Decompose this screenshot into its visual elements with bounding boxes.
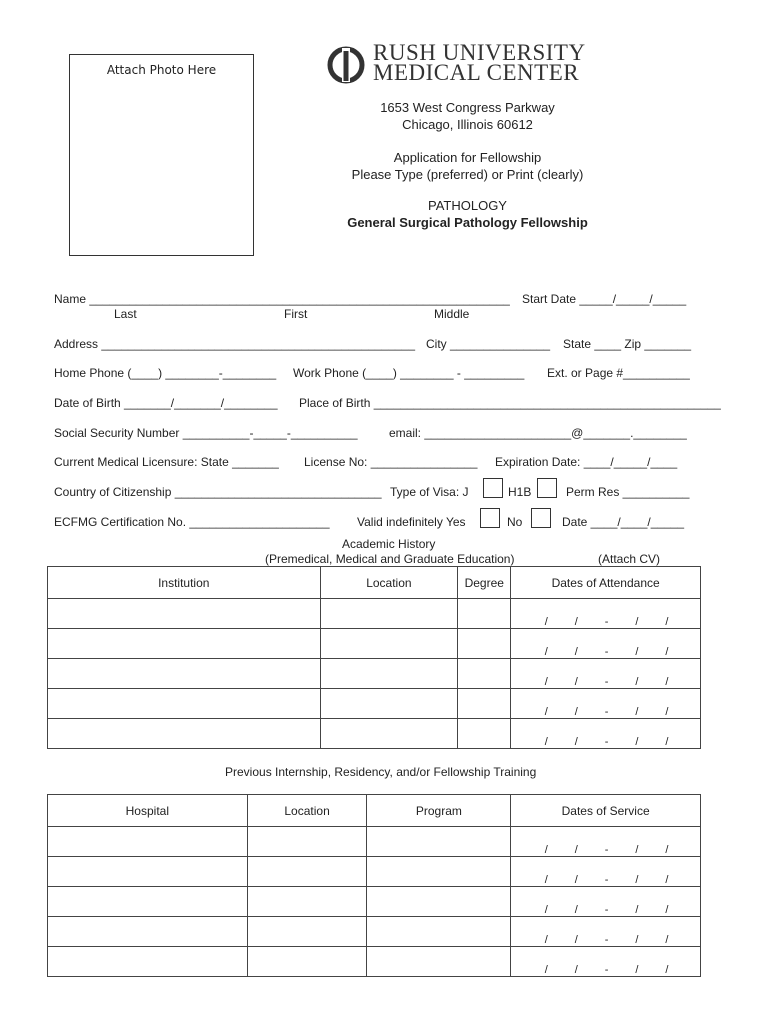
valid-no-label: No [507, 515, 523, 529]
visa-perm-res-field[interactable]: Perm Res __________ [566, 485, 690, 499]
date-separator: / [635, 676, 639, 688]
training-dates-cell[interactable] [511, 947, 701, 977]
training-dates-cell[interactable] [511, 917, 701, 947]
logo-text-line1: RUSH UNIVERSITY [373, 40, 586, 65]
date-separator: / [574, 934, 578, 946]
date-separator: / [665, 934, 669, 946]
academic-cell[interactable] [320, 719, 458, 749]
academic-row [48, 629, 701, 659]
col-location: Location [320, 567, 458, 599]
date-separator: / [544, 964, 548, 976]
training-row [48, 947, 701, 977]
date-separator: / [635, 646, 639, 658]
date-separator: / [574, 616, 578, 628]
program-name: General Surgical Pathology Fellowship [347, 215, 588, 230]
training-row [48, 827, 701, 857]
form-instructions: Please Type (preferred) or Print (clearly) [351, 167, 584, 182]
state-zip-field[interactable]: State ____ Zip _______ [563, 337, 692, 351]
date-separator: / [544, 676, 548, 688]
date-separator: / [544, 934, 548, 946]
logo-text-line2: MEDICAL CENTER [373, 60, 580, 85]
col-location: Location [247, 795, 367, 827]
name-first-label: First [284, 307, 308, 321]
academic-cell[interactable] [320, 629, 458, 659]
date-separator: / [574, 904, 578, 916]
academic-dates-cell[interactable] [511, 629, 701, 659]
date-separator: - [604, 934, 609, 946]
date-range-marks [511, 844, 700, 856]
expiration-date-field[interactable]: Expiration Date: ____/_____/____ [495, 455, 678, 469]
academic-dates-cell[interactable] [511, 659, 701, 689]
date-separator: / [574, 706, 578, 718]
valid-no-checkbox[interactable] [531, 508, 551, 528]
training-cell[interactable] [48, 947, 248, 977]
valid-date-field[interactable]: Date ____/____/_____ [562, 515, 685, 529]
academic-subheading: (Premedical, Medical and Graduate Education) [265, 552, 515, 566]
training-cell[interactable] [367, 827, 511, 857]
date-separator: / [544, 646, 548, 658]
training-cell[interactable] [247, 827, 367, 857]
col-program: Program [367, 795, 511, 827]
academic-cell[interactable] [458, 719, 511, 749]
date-separator: / [665, 646, 669, 658]
name-middle-label: Middle [434, 307, 470, 321]
date-separator: / [544, 844, 548, 856]
training-cell[interactable] [247, 857, 367, 887]
form-title: Application for Fellowship [393, 150, 542, 165]
training-heading: Previous Internship, Residency, and/or Fellowship Training [225, 765, 537, 779]
email-field[interactable]: email: ______________________@_______.________ [389, 426, 687, 440]
training-cell[interactable] [247, 887, 367, 917]
training-dates-cell[interactable] [511, 857, 701, 887]
address-city: Chicago, Illinois 60612 [402, 117, 533, 132]
academic-history-table [47, 566, 701, 749]
training-cell[interactable] [247, 917, 367, 947]
training-cell[interactable] [48, 887, 248, 917]
home-phone-field[interactable]: Home Phone (____) ________-________ [54, 366, 277, 380]
citizenship-field[interactable]: Country of Citizenship _______________________________ [54, 485, 382, 499]
valid-yes-checkbox[interactable] [480, 508, 500, 528]
date-separator: / [635, 736, 639, 748]
date-separator: / [635, 706, 639, 718]
training-cell[interactable] [247, 947, 367, 977]
academic-dates-cell[interactable] [511, 689, 701, 719]
date-separator: - [604, 706, 609, 718]
date-range-marks [511, 706, 700, 718]
work-phone-field[interactable]: Work Phone (____) ________ - _________ [293, 366, 525, 380]
col-dates-attendance: Dates of Attendance [511, 567, 701, 599]
valid-yes-label: Valid indefinitely Yes [357, 515, 466, 529]
pob-field[interactable]: Place of Birth ____________________________________________________ [299, 396, 721, 410]
academic-cell[interactable] [458, 599, 511, 629]
date-separator: / [574, 646, 578, 658]
date-separator: / [665, 706, 669, 718]
date-separator: / [544, 706, 548, 718]
training-header-row [48, 795, 701, 827]
date-separator: - [604, 964, 609, 976]
date-range-marks [511, 736, 700, 748]
training-cell[interactable] [367, 857, 511, 887]
date-range-marks [511, 874, 700, 886]
ssn-field[interactable]: Social Security Number __________-_____-__________ [54, 426, 358, 440]
date-separator: / [544, 874, 548, 886]
academic-cell[interactable] [458, 629, 511, 659]
start-date-field[interactable]: Start Date _____/_____/_____ [522, 292, 687, 306]
training-cell[interactable] [367, 947, 511, 977]
academic-cell[interactable] [48, 629, 321, 659]
date-separator: / [665, 676, 669, 688]
city-field[interactable]: City _______________ [426, 337, 551, 351]
date-separator: / [635, 934, 639, 946]
date-separator: / [665, 904, 669, 916]
col-hospital: Hospital [48, 795, 248, 827]
date-separator: - [604, 874, 609, 886]
license-no-field[interactable]: License No: ________________ [304, 455, 478, 469]
academic-row [48, 599, 701, 629]
academic-cell[interactable] [48, 659, 321, 689]
academic-header-row [48, 567, 701, 599]
name-last-label: Last [114, 307, 137, 321]
date-separator: / [544, 616, 548, 628]
training-row [48, 917, 701, 947]
visa-j-checkbox[interactable] [483, 478, 503, 498]
date-separator: - [604, 616, 609, 628]
ecfmg-field[interactable]: ECFMG Certification No. _____________________ [54, 515, 330, 529]
training-row [48, 887, 701, 917]
date-separator: / [665, 964, 669, 976]
date-separator: / [574, 676, 578, 688]
col-institution: Institution [48, 567, 321, 599]
date-range-marks [511, 676, 700, 688]
date-range-marks [511, 964, 700, 976]
visa-h1b-label: H1B [508, 485, 532, 499]
date-separator: / [635, 844, 639, 856]
training-cell[interactable] [367, 887, 511, 917]
date-separator: - [604, 676, 609, 688]
date-separator: - [604, 736, 609, 748]
academic-cell[interactable] [458, 659, 511, 689]
date-range-marks [511, 616, 700, 628]
department: PATHOLOGY [428, 198, 507, 213]
training-dates-cell[interactable] [511, 887, 701, 917]
date-separator: - [604, 844, 609, 856]
academic-cell[interactable] [48, 689, 321, 719]
training-dates-cell[interactable] [511, 827, 701, 857]
academic-cell[interactable] [458, 689, 511, 719]
date-separator: / [665, 844, 669, 856]
academic-dates-cell[interactable] [511, 719, 701, 749]
date-range-marks [511, 904, 700, 916]
date-separator: / [635, 904, 639, 916]
photo-label: Attach Photo Here [106, 63, 217, 77]
academic-cell[interactable] [320, 599, 458, 629]
academic-heading: Academic History [342, 537, 436, 551]
address-street: 1653 West Congress Parkway [380, 100, 555, 115]
academic-row [48, 719, 701, 749]
date-separator: / [635, 874, 639, 886]
visa-type-label: Type of Visa: J [390, 485, 469, 499]
training-cell[interactable] [367, 917, 511, 947]
photo-attach-box[interactable] [69, 54, 254, 256]
col-dates-service: Dates of Service [511, 795, 701, 827]
dob-field[interactable]: Date of Birth _______/_______/________ [54, 396, 278, 410]
academic-row [48, 689, 701, 719]
date-separator: / [544, 736, 548, 748]
academic-cell[interactable] [320, 689, 458, 719]
address-field[interactable]: Address _______________________________________________ [54, 337, 416, 351]
date-separator: / [665, 874, 669, 886]
training-cell[interactable] [48, 917, 248, 947]
date-separator: / [544, 904, 548, 916]
date-range-marks [511, 934, 700, 946]
ext-page-field[interactable]: Ext. or Page #__________ [547, 366, 690, 380]
academic-cell[interactable] [48, 599, 321, 629]
date-separator: - [604, 646, 609, 658]
academic-dates-cell[interactable] [511, 599, 701, 629]
date-separator: / [665, 736, 669, 748]
rush-logo-icon [327, 46, 365, 84]
attach-cv-note: (Attach CV) [598, 552, 661, 566]
training-row [48, 857, 701, 887]
date-separator: / [574, 736, 578, 748]
licensure-state-field[interactable]: Current Medical Licensure: State _______ [54, 455, 279, 469]
date-range-marks [511, 646, 700, 658]
name-field[interactable]: Name _______________________________________________________________ [54, 292, 510, 306]
academic-cell[interactable] [320, 659, 458, 689]
date-separator: / [574, 874, 578, 886]
training-cell[interactable] [48, 827, 248, 857]
date-separator: / [665, 616, 669, 628]
date-separator: / [635, 964, 639, 976]
visa-h1b-checkbox[interactable] [537, 478, 557, 498]
training-cell[interactable] [48, 857, 248, 887]
date-separator: / [635, 616, 639, 628]
date-separator: - [604, 904, 609, 916]
training-table [47, 794, 701, 977]
date-separator: / [574, 844, 578, 856]
date-separator: / [574, 964, 578, 976]
academic-cell[interactable] [48, 719, 321, 749]
col-degree: Degree [458, 567, 511, 599]
academic-row [48, 659, 701, 689]
